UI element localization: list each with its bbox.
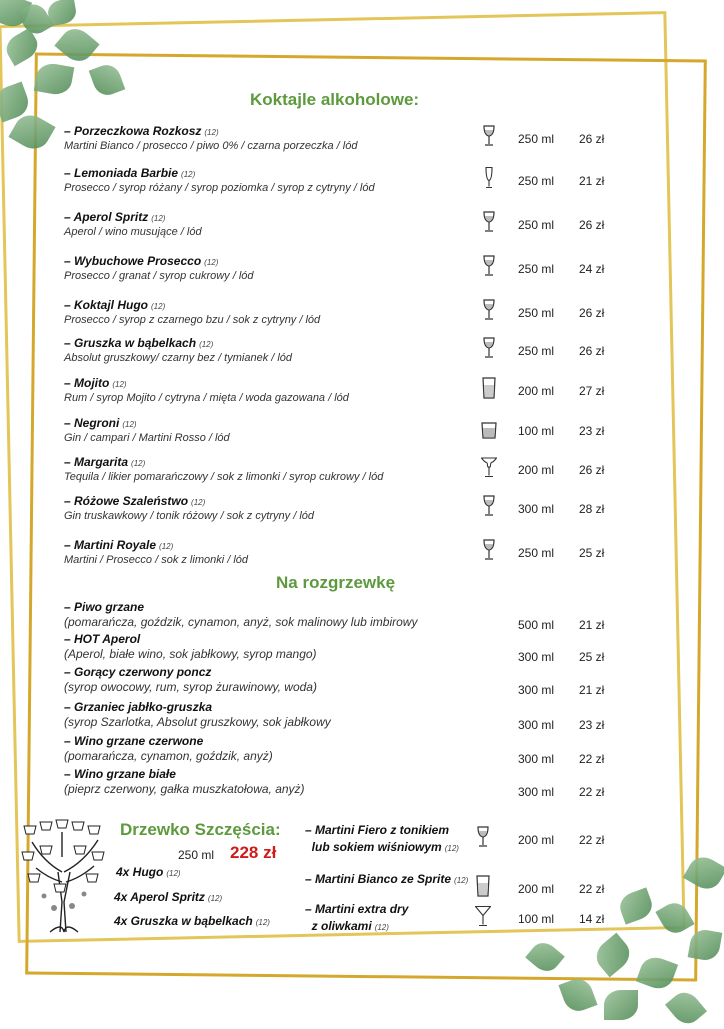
item-name-text: 4x Aperol Spritz (114, 890, 205, 904)
menu-item-price: 23 zł (579, 424, 605, 438)
menu-item-description: Rum / syrop Mojito / cytryna / mięta / woda gazowana / lód (64, 392, 349, 404)
age-badge: (12) (181, 170, 196, 179)
tree-item-name (114, 890, 222, 904)
wine-glass-icon (481, 299, 497, 321)
martini-item-volume: 200 ml (518, 833, 555, 847)
item-name-text: – Koktajl Hugo (64, 298, 149, 312)
menu-item-price: 25 zł (579, 546, 605, 560)
tree-item-name (116, 865, 181, 879)
menu-item-volume: 200 ml (518, 384, 555, 398)
menu-item-description: Gin truskawkowy / tonik różowy / sok z cytryny / lód (64, 510, 315, 522)
warm-item-volume: 300 ml (518, 752, 555, 766)
menu-item-price: 26 zł (579, 344, 605, 358)
tree-price: 228 zł (230, 843, 277, 862)
warm-item-volume: 300 ml (518, 718, 555, 732)
warm-item-price: 22 zł (579, 785, 605, 799)
age-badge: (12) (122, 420, 137, 429)
menu-item-volume: 250 ml (518, 344, 555, 358)
menu-item-price: 27 zł (579, 384, 605, 398)
menu-item-description: Aperol / wino musujące / lód (64, 226, 202, 238)
warm-item-price: 23 zł (579, 718, 605, 732)
menu-item-volume: 250 ml (518, 174, 555, 188)
warm-item-description: (pomarańcza, goździk, cynamon, anyż, sok malinowy lub imbirowy (64, 615, 418, 629)
item-name-text: z oliwkami (305, 919, 372, 933)
menu-item-price: 28 zł (579, 502, 605, 516)
warm-item-description: (pomarańcza, cynamon, goździk, anyż) (64, 749, 273, 763)
tree-title: Drzewko Szczęścia: (120, 820, 281, 839)
menu-item-name (64, 336, 213, 350)
age-badge: (12) (166, 869, 181, 878)
flute-glass-icon (481, 167, 497, 189)
age-badge: (12) (151, 214, 166, 223)
warm-item-volume: 300 ml (518, 683, 555, 697)
item-name-text: 4x Hugo (116, 865, 164, 879)
age-badge: (12) (207, 894, 223, 903)
item-name-text: – Gruszka w bąbelkach (64, 336, 197, 350)
item-name-text: – Porzeczkowa Rozkosz (64, 124, 202, 138)
age-badge: (12) (159, 542, 174, 551)
martini-item-price: 14 zł (579, 912, 605, 926)
menu-item-volume: 300 ml (518, 502, 555, 516)
warm-item-price: 22 zł (579, 752, 605, 766)
age-badge: (12) (374, 923, 389, 932)
age-badge: (12) (454, 876, 469, 885)
menu-item-description: Prosecco / granat / syrop cukrowy / lód (64, 270, 254, 282)
menu-item-description: Tequila / likier pomarańczowy / sok z limonki / syrop cukrowy / lód (64, 471, 384, 483)
highball-glass-icon (481, 377, 497, 399)
martini-glass-icon (475, 905, 491, 927)
warm-item-description: (Aperol, białe wino, sok jabłkowy, syrop mango) (64, 647, 317, 661)
menu-item-name (64, 254, 218, 268)
wine-glass-icon (481, 337, 497, 359)
menu-item-volume: 250 ml (518, 132, 555, 146)
margarita-glass-icon (481, 456, 497, 478)
menu-item-description: Prosecco / syrop z czarnego bzu / sok z cytryny / lód (64, 314, 321, 326)
menu-item-price: 24 zł (579, 262, 605, 276)
menu-item-name (64, 455, 145, 469)
menu-item-description: Gin / campari / Martini Rosso / lód (64, 432, 230, 444)
menu-item-price: 26 zł (579, 463, 605, 477)
highball-glass-icon (475, 875, 491, 897)
warm-item-name: – Grzaniec jabłko-gruszka (64, 700, 213, 714)
menu-item-price: 26 zł (579, 306, 605, 320)
tree-of-happiness-icon (14, 812, 114, 934)
item-name-text: 4x Gruszka w bąbelkach (114, 914, 253, 928)
age-badge: (12) (191, 498, 206, 507)
martini-item-volume: 200 ml (518, 882, 555, 896)
age-badge: (12) (151, 302, 166, 311)
menu-item-volume: 100 ml (518, 424, 555, 438)
warm-item-description: (pieprz czerwony, gałka muszkatołowa, anyż) (64, 782, 305, 796)
wine-glass-icon (481, 495, 497, 517)
wine-glass-icon (475, 826, 491, 848)
age-badge: (12) (199, 340, 214, 349)
warm-item-volume: 500 ml (518, 618, 555, 632)
item-name-text: – Martini extra dry (305, 902, 409, 916)
menu-item-description: Prosecco / syrop różany / syrop poziomka / syrop z cytryny / lód (64, 182, 375, 194)
cocktails-title: Koktajle alkoholowe: (250, 90, 420, 109)
item-name-text: – Margarita (64, 455, 129, 469)
menu-item-name (64, 494, 205, 508)
menu-item-volume: 250 ml (518, 218, 555, 232)
menu-item-name (64, 416, 137, 430)
item-name-text: lub sokiem wiśniowym (305, 840, 442, 854)
martini-item-volume: 100 ml (518, 912, 555, 926)
wine-glass-icon (481, 125, 497, 147)
warm-item-price: 21 zł (579, 683, 605, 697)
wine-glass-icon (481, 211, 497, 233)
menu-item-volume: 250 ml (518, 546, 555, 560)
martini-item-name (305, 902, 408, 916)
menu-item-price: 21 zł (579, 174, 605, 188)
tumbler-glass-icon (481, 417, 497, 439)
age-badge: (12) (204, 258, 219, 267)
item-name-text: – Różowe Szaleństwo (64, 494, 189, 508)
martini-item-name-line2 (305, 919, 389, 933)
item-name-text: – Mojito (64, 376, 110, 390)
menu-item-description: Absolut gruszkowy/ czarny bez / tymianek / lód (64, 352, 293, 364)
menu-item-name (64, 166, 195, 180)
age-badge: (12) (112, 380, 127, 389)
tree-item-name (114, 914, 270, 928)
item-name-text: – Aperol Spritz (64, 210, 149, 224)
menu-item-name (64, 538, 173, 552)
warm-item-description: (syrop owocowy, rum, syrop żurawinowy, woda) (64, 680, 317, 694)
item-name-text: – Martini Royale (64, 538, 157, 552)
menu-item-name (64, 376, 127, 390)
martini-item-price: 22 zł (579, 882, 605, 896)
menu-item-volume: 250 ml (518, 306, 555, 320)
warm-item-volume: 300 ml (518, 785, 555, 799)
menu-item-name (64, 124, 219, 138)
warm-item-volume: 300 ml (518, 650, 555, 664)
menu-item-description: Martini Bianco / prosecco / piwo 0% / czarna porzeczka / lód (64, 140, 358, 152)
martini-item-price: 22 zł (579, 833, 605, 847)
item-name-text: – Martini Fiero z tonikiem (305, 823, 450, 837)
item-name-text: – Lemoniada Barbie (64, 166, 179, 180)
martini-item-name (305, 872, 468, 886)
item-name-text: – Negroni (64, 416, 120, 430)
tree-volume: 250 ml (178, 848, 215, 862)
menu-item-name (64, 298, 165, 312)
menu-item-name (64, 210, 165, 224)
age-badge: (12) (131, 459, 146, 468)
warm-item-name: – Gorący czerwony poncz (64, 665, 212, 679)
martini-item-name (305, 823, 449, 837)
item-name-text: – Wybuchowe Prosecco (64, 254, 202, 268)
menu-item-volume: 200 ml (518, 463, 555, 477)
warm-item-name: – Wino grzane czerwone (64, 734, 204, 748)
wine-glass-icon (481, 539, 497, 561)
menu-item-price: 26 zł (579, 218, 605, 232)
age-badge: (12) (444, 844, 459, 853)
warm-title: Na rozgrzewkę (276, 573, 396, 592)
warm-item-description: (syrop Szarlotka, Absolut gruszkowy, sok jabłkowy (64, 715, 331, 729)
warm-item-name: – HOT Aperol (64, 632, 141, 646)
age-badge: (12) (255, 918, 270, 927)
menu-item-description: Martini / Prosecco / sok z limonki / lód (64, 554, 249, 566)
warm-item-name: – Piwo grzane (64, 600, 145, 614)
warm-item-price: 25 zł (579, 650, 605, 664)
wine-glass-icon (481, 255, 497, 277)
menu-item-price: 26 zł (579, 132, 605, 146)
item-name-text: – Martini Bianco ze Sprite (305, 872, 452, 886)
age-badge: (12) (204, 128, 219, 137)
warm-item-price: 21 zł (579, 618, 605, 632)
warm-item-name: – Wino grzane białe (64, 767, 176, 781)
martini-item-name-line2 (305, 840, 459, 854)
menu-item-volume: 250 ml (518, 262, 555, 276)
